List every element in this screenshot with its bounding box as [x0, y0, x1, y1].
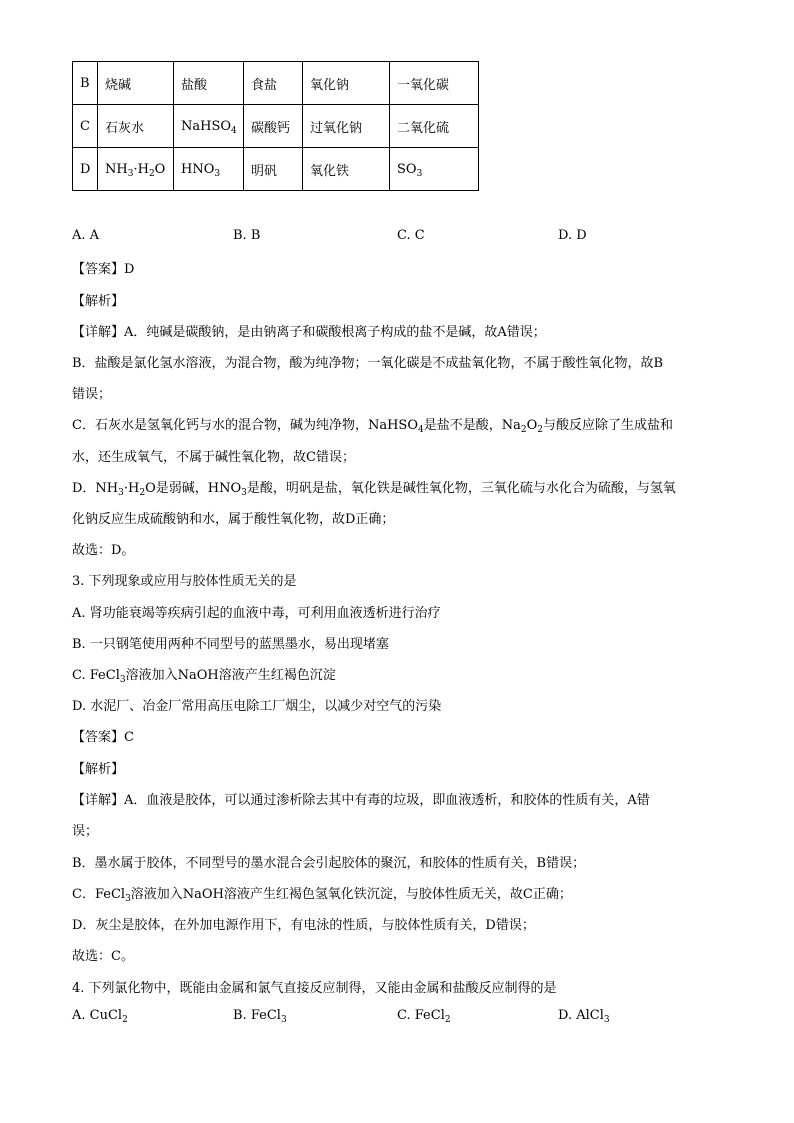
table-row	[73, 148, 479, 191]
formula-text: NaHSO	[181, 118, 232, 134]
text-span: 与酸反应除了生成盐和	[543, 418, 674, 433]
row-label: C	[73, 105, 98, 148]
analysis-label: 【解析】	[72, 762, 125, 777]
detail-text: B．墨水属于胶体，不同型号的墨水混合会引起胶体的聚沉，和胶体的性质有关，B错误；	[72, 856, 586, 871]
text-span: D．NH	[72, 481, 119, 496]
choice-c: C. C	[397, 228, 425, 243]
subscript: 3	[125, 894, 131, 904]
subscript: 3	[118, 488, 124, 498]
text-span: C. FeCl	[72, 668, 120, 683]
table-cell: 食盐	[244, 62, 303, 105]
subscript: 2	[148, 168, 155, 179]
text-span: 是盐不是酸，Na	[423, 418, 521, 433]
formula-text: HNO	[181, 161, 215, 177]
conclusion-text: 故选：C。	[72, 949, 134, 964]
choice-a: A. A	[72, 228, 100, 243]
formula-text: NH	[105, 161, 128, 177]
table-cell	[174, 148, 244, 191]
row-label: D	[73, 148, 98, 191]
formula-text: O	[154, 161, 166, 177]
table-row	[73, 62, 479, 105]
subscript: 3	[603, 1015, 610, 1025]
options-table	[72, 61, 479, 191]
detail-text: 【详解】A．血液是胶体，可以通过渗析除去其中有毒的垃圾，即血液透析，和胶体的性质有关，A错	[72, 793, 650, 808]
detail-text: 错误；	[72, 387, 112, 402]
option-d: D. 水泥厂、冶金厂常用高压电除工厂烟尘，以减少对空气的污染	[72, 699, 442, 714]
text-span: B. FeCl	[233, 1008, 281, 1023]
detail-text	[72, 414, 673, 433]
formula-text: SO	[397, 161, 417, 177]
choice-c	[397, 1008, 451, 1023]
text-span: O是弱碱，HNO	[145, 481, 242, 496]
detail-text: 误；	[72, 824, 99, 839]
option-b: B. 一只钢笔使用两种不同型号的蓝黑墨水，易出现堵塞	[72, 637, 389, 652]
text-span: O	[526, 418, 538, 433]
table-row	[73, 105, 479, 148]
subscript: 2	[444, 1015, 451, 1025]
detail-text: 【详解】A．纯碱是碳酸钠，是由钠离子和碳酸根离子构成的盐不是碱，故A错误；	[72, 325, 546, 340]
detail-text: 化钠反应生成硫酸钠和水，属于酸性氧化物，故D正确；	[72, 512, 395, 527]
text-span: C．石灰水是氢氧化钙与水的混合物，碱为纯净物，NaHSO	[72, 418, 418, 433]
subscript: 2	[122, 1015, 128, 1025]
text-span: D. AlCl	[558, 1008, 604, 1023]
conclusion-text: 故选：D。	[72, 543, 135, 558]
text-span: ·H	[123, 481, 140, 496]
table-cell: 石灰水	[98, 105, 174, 148]
text-span: C. FeCl	[397, 1008, 445, 1023]
table-cell: 过氧化钠	[303, 105, 390, 148]
choice-b	[233, 1008, 287, 1023]
subscript: 2	[139, 488, 146, 498]
table-cell	[174, 105, 244, 148]
table-cell: 氧化钠	[303, 62, 390, 105]
table-cell: 盐酸	[174, 62, 244, 105]
detail-text: B．盐酸是氯化氢水溶液，为混合物，酸为纯净物；一氧化碳是不成盐氧化物，不属于酸性氧化物，故B	[72, 356, 664, 371]
table-cell	[98, 148, 174, 191]
table-cell	[390, 148, 479, 191]
table-cell: 一氧化碳	[390, 62, 479, 105]
subscript: 3	[214, 168, 221, 179]
detail-text	[72, 477, 676, 496]
table-cell: 氧化铁	[303, 148, 390, 191]
row-label: B	[73, 62, 98, 105]
option-c	[72, 664, 336, 683]
choice-d: D. D	[558, 228, 587, 243]
text-span: A. CuCl	[72, 1008, 123, 1023]
choice-d	[558, 1008, 610, 1023]
question-stem: 3. 下列现象或应用与胶体性质无关的是	[72, 574, 297, 589]
table-cell: 烧碱	[98, 62, 174, 105]
text-span: 是酸，明矾是盐，氧化铁是碱性氧化物，三氧化硫与水化合为硫酸，与氢氧	[246, 481, 676, 496]
detail-text	[72, 883, 572, 902]
subscript: 4	[417, 425, 424, 435]
subscript: 2	[537, 425, 543, 435]
text-span: C．FeCl	[72, 887, 126, 902]
text-span: 溶液加入NaOH溶液产生红褐色氢氧化铁沉淀，与胶体性质无关，故C正确；	[130, 887, 572, 902]
text-span: 溶液加入NaOH溶液产生红褐色沉淀	[125, 668, 336, 683]
choice-a	[72, 1008, 128, 1023]
analysis-label: 【解析】	[72, 294, 125, 309]
subscript: 3	[127, 168, 134, 179]
detail-text: 水，还生成氧气，不属于碱性氧化物，故C错误；	[72, 450, 355, 465]
answer-label: 【答案】C	[72, 730, 134, 745]
question-stem: 4. 下列氯化物中，既能由金属和氯气直接反应制得，又能由金属和盐酸反应制得的是	[72, 981, 557, 996]
choice-b: B. B	[233, 228, 261, 243]
table-cell: 二氧化硫	[390, 105, 479, 148]
option-a: A. 肾功能衰竭等疾病引起的血液中毒，可利用血液透析进行治疗	[72, 606, 441, 621]
detail-text: D．灰尘是胶体，在外加电源作用下，有电泳的性质，与胶体性质有关，D错误；	[72, 918, 535, 933]
subscript: 3	[119, 675, 126, 685]
subscript: 3	[280, 1015, 287, 1025]
subscript: 3	[416, 168, 423, 179]
formula-text: ·H	[133, 161, 149, 177]
answer-label: 【答案】D	[72, 262, 135, 277]
subscript: 4	[231, 125, 237, 136]
table-cell: 明矾	[244, 148, 303, 191]
subscript: 2	[520, 425, 527, 435]
table-cell: 碳酸钙	[244, 105, 303, 148]
subscript: 3	[241, 488, 247, 498]
